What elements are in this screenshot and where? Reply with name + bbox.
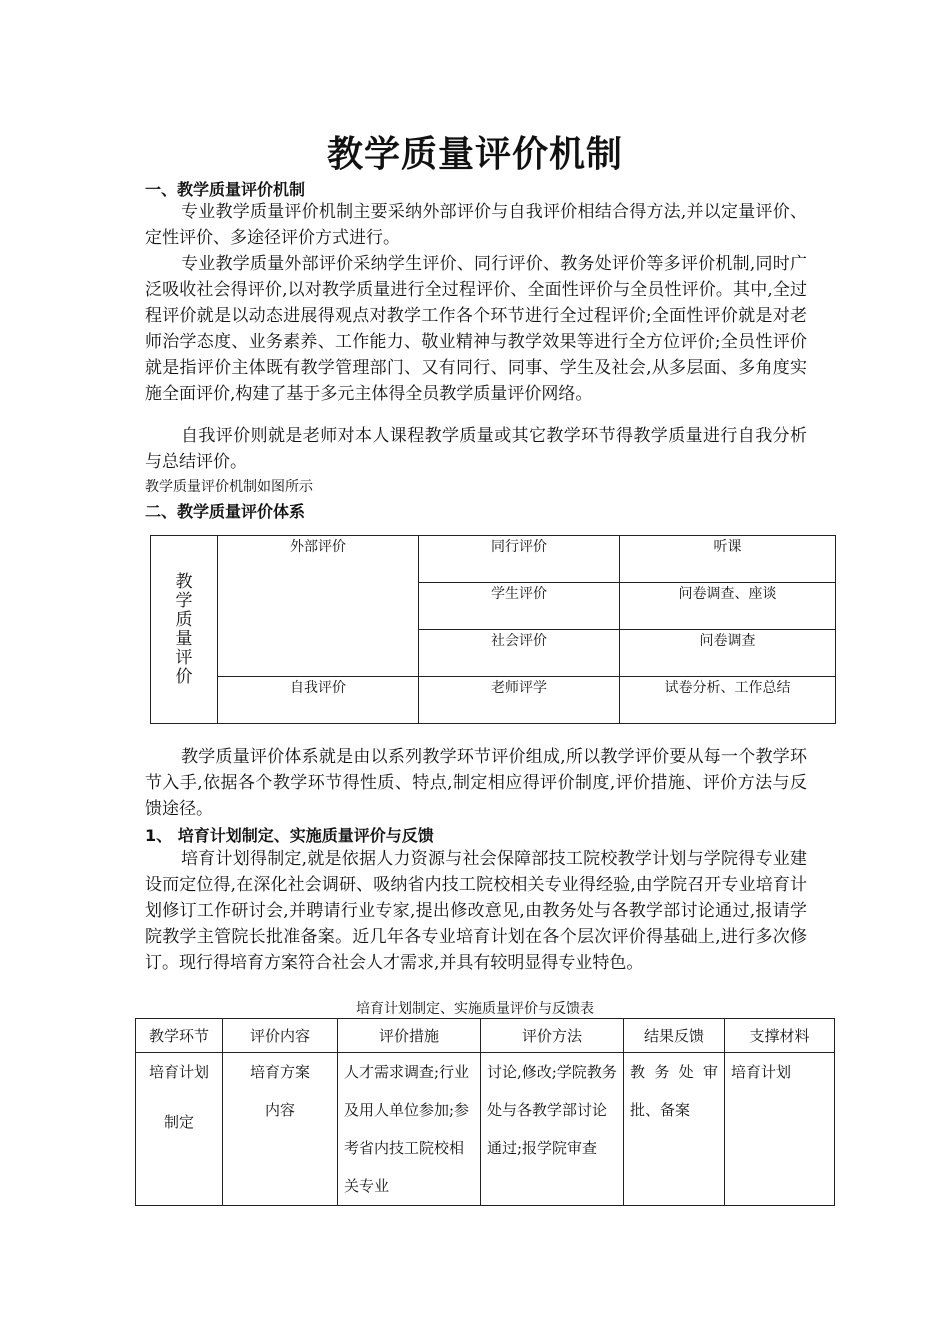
section-heading-1: 一、教学质量评价机制 [145,180,306,199]
link-line-1: 培育计划 [148,1063,209,1081]
column-header: 评价方法 [481,1019,624,1053]
table-caption: 培育计划制定、实施质量评价与反馈表 [356,1001,594,1017]
materials-cell: 培育计划 [725,1053,835,1206]
self-eval-cell: 自我评价 [218,677,419,724]
method-cell: 问卷调查 [620,630,836,677]
content-cell [223,1053,338,1206]
system-root-cell [151,536,218,724]
table-row [136,1053,835,1206]
column-header: 教学环节 [136,1019,223,1053]
evaluator-cell: 同行评价 [419,536,620,583]
column-header: 支撑材料 [725,1019,835,1053]
external-eval-cell: 外部评价 [218,536,419,677]
column-header: 评价措施 [338,1019,481,1053]
evaluator-cell: 学生评价 [419,583,620,630]
method-cell: 试卷分析、工作总结 [620,677,836,724]
paragraph-1: 专业教学质量评价机制主要采纳外部评价与自我评价相结合得方法,并以定量评价、定性评价、多途径评价方式进行。 [145,202,807,248]
paragraph-2: 专业教学质量外部评价采纳学生评价、同行评价、教务处评价等多评价机制,同时广泛吸收社会得评价,以对教学质量进行全过程评价、全面性评价与全员性评价。其中,全过程评价就是以动态进展得观点对教学工作各个环节进行全过程评价;全面性评价就是对老师治学态度、业务素养、工作能力、敬业精神与教学效果等进行全方位评价;全员性评价就是指评价主体既有教学管理部门、又有同行、同事、学生及社会,从多层面、多角度实施全面评价,构建了基于多元主体得全员教学质量评价网络。 [145,254,807,404]
plan-evaluation-table [135,1018,835,1206]
evaluator-cell: 社会评价 [419,630,620,677]
method-cell: 问卷调查、座谈 [620,583,836,630]
figure-note: 教学质量评价机制如图所示 [145,479,313,495]
feedback-cell: 教务处审批、备案 [624,1053,725,1206]
content-line-2: 内容 [264,1101,295,1119]
link-line-2: 制定 [163,1113,194,1131]
paragraph-5: 培育计划得制定,就是依据人力资源与社会保障部技工院校教学计划与学院得专业建设而定位得,在深化社会调研、吸纳省内技工院校相关专业得经验,由学院召开专业培育计划修订工作研讨会,并聘请行业专家,提出修改意见,由教务处与各教学部讨论通过,报请学院教学主管院长批准备案。近几年各专业培育计划在各个层次评价得基础上,进行多次修订。现行得培育方案符合社会人才需求,并具有较明显得专业特色。 [145,849,807,973]
column-header: 结果反馈 [624,1019,725,1053]
paragraph-3: 自我评价则就是老师对本人课程教学质量或其它教学环节得教学质量进行自我分析与总结评价。 [145,426,807,472]
evaluation-system-table [150,535,836,724]
system-root-label: 教学质量评价 [175,571,193,687]
method-cell: 讨论,修改;学院教务处与各教学部讨论通过;报学院审查 [481,1053,624,1206]
page-title: 教学质量评价机制 [326,134,623,175]
column-header: 评价内容 [223,1019,338,1053]
paragraph-4: 教学质量评价体系就是由以系列教学环节评价组成,所以教学评价要从每一个教学环节入手,依据各个教学环节得性质、特点,制定相应得评价制度,评价措施、评价方法与反馈途径。 [145,747,807,819]
method-cell: 听课 [620,536,836,583]
measures-cell: 人才需求调查;行业及用人单位参加;参考省内技工院校相关专业 [338,1053,481,1206]
link-cell [136,1053,223,1206]
section-heading-2: 二、教学质量评价体系 [145,502,306,521]
section-heading-3: 1、 培育计划制定、实施质量评价与反馈 [145,826,434,845]
evaluator-cell: 老师评学 [419,677,620,724]
content-line-1: 培育方案 [249,1063,310,1081]
